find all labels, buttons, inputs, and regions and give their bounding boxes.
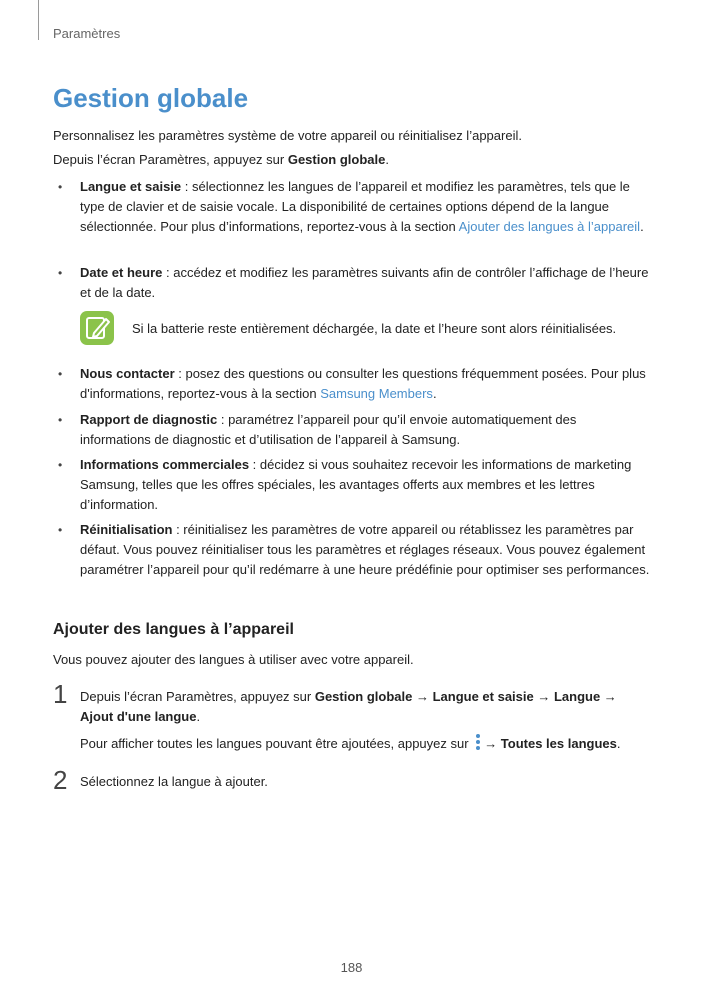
step-number-2: 2 bbox=[53, 765, 68, 795]
section-title: Ajouter des langues à l’appareil bbox=[53, 621, 294, 638]
page-number: 188 bbox=[340, 960, 363, 975]
bullet-informations-commerciales: • Informations commerciales : décidez si vous souhaitez recevoir les informations de marketing Samsung, telles que les offres spéciales, les avantages offerts aux membres et les lettres d’information. bbox=[58, 457, 632, 512]
bullet-reinitialisation: • Réinitialisation : réinitialisez les paramètres de votre appareil ou rétablissez les paramètres par défaut. Vous pouvez réinitialiser tous les paramètres et réglages réseaux. Vous pouvez également paramétrer l’appareil pour qu’il redémarre à une heure prédéfinie pour optimiser ses performances. bbox=[58, 522, 650, 577]
step-1-text: Depuis l’écran Paramètres, appuyez sur Gestion globale → Langue et saisie → Langue → Ajout d'une langue. bbox=[80, 689, 617, 724]
step-1-subtext: Pour afficher toutes les langues pouvant être ajoutées, appuyez sur → Toutes les langues. bbox=[80, 733, 640, 757]
section-header: Paramètres bbox=[53, 26, 121, 41]
bullet-date-heure: • Date et heure : accédez et modifiez les paramètres suivants afin de contrôler l’affichage de l’heure et de la date. bbox=[58, 265, 649, 300]
more-options-icon bbox=[474, 733, 482, 757]
note-text: Si la batterie reste entièrement déchargée, la date et l’heure sont alors réinitialisées. bbox=[132, 321, 617, 336]
step-2-text: Sélectionnez la langue à ajouter. bbox=[80, 774, 268, 789]
pencil-note-icon bbox=[80, 311, 114, 345]
page-title: Gestion globale bbox=[53, 83, 249, 113]
step-number-1: 1 bbox=[53, 679, 68, 709]
bullet-rapport-diagnostic: • Rapport de diagnostic : paramétrez l’appareil pour qu’il envoie automatiquement des informations de diagnostic et d’utilisation de l’appareil à Samsung. bbox=[58, 412, 577, 447]
access-instruction: Depuis l’écran Paramètres, appuyez sur Gestion globale. bbox=[53, 152, 389, 167]
header-rule bbox=[38, 0, 39, 40]
section-intro: Vous pouvez ajouter des langues à utiliser avec votre appareil. bbox=[53, 652, 414, 667]
intro-text: Personnalisez les paramètres système de votre appareil ou réinitialisez l’appareil. bbox=[53, 128, 522, 143]
bullet-nous-contacter: • Nous contacter : posez des questions ou consulter les questions fréquemment posées. Pour plus d'informations, reportez-vous à la section Samsung Members. bbox=[58, 366, 646, 401]
bullet-langue-saisie: • Langue et saisie : sélectionnez les langues de l’appareil et modifiez les paramètres, tels que le type de clavier et de saisie vocale. La disponibilité de certaines options dépend de la langue sélectionnée. Pour plus d’informations, reportez-vous à la section Ajouter des langues à l’appareil. bbox=[58, 179, 644, 234]
link-ajouter-langues[interactable]: Ajouter des langues à l’appareil bbox=[458, 219, 641, 234]
link-samsung-members[interactable]: Samsung Members bbox=[320, 386, 433, 401]
